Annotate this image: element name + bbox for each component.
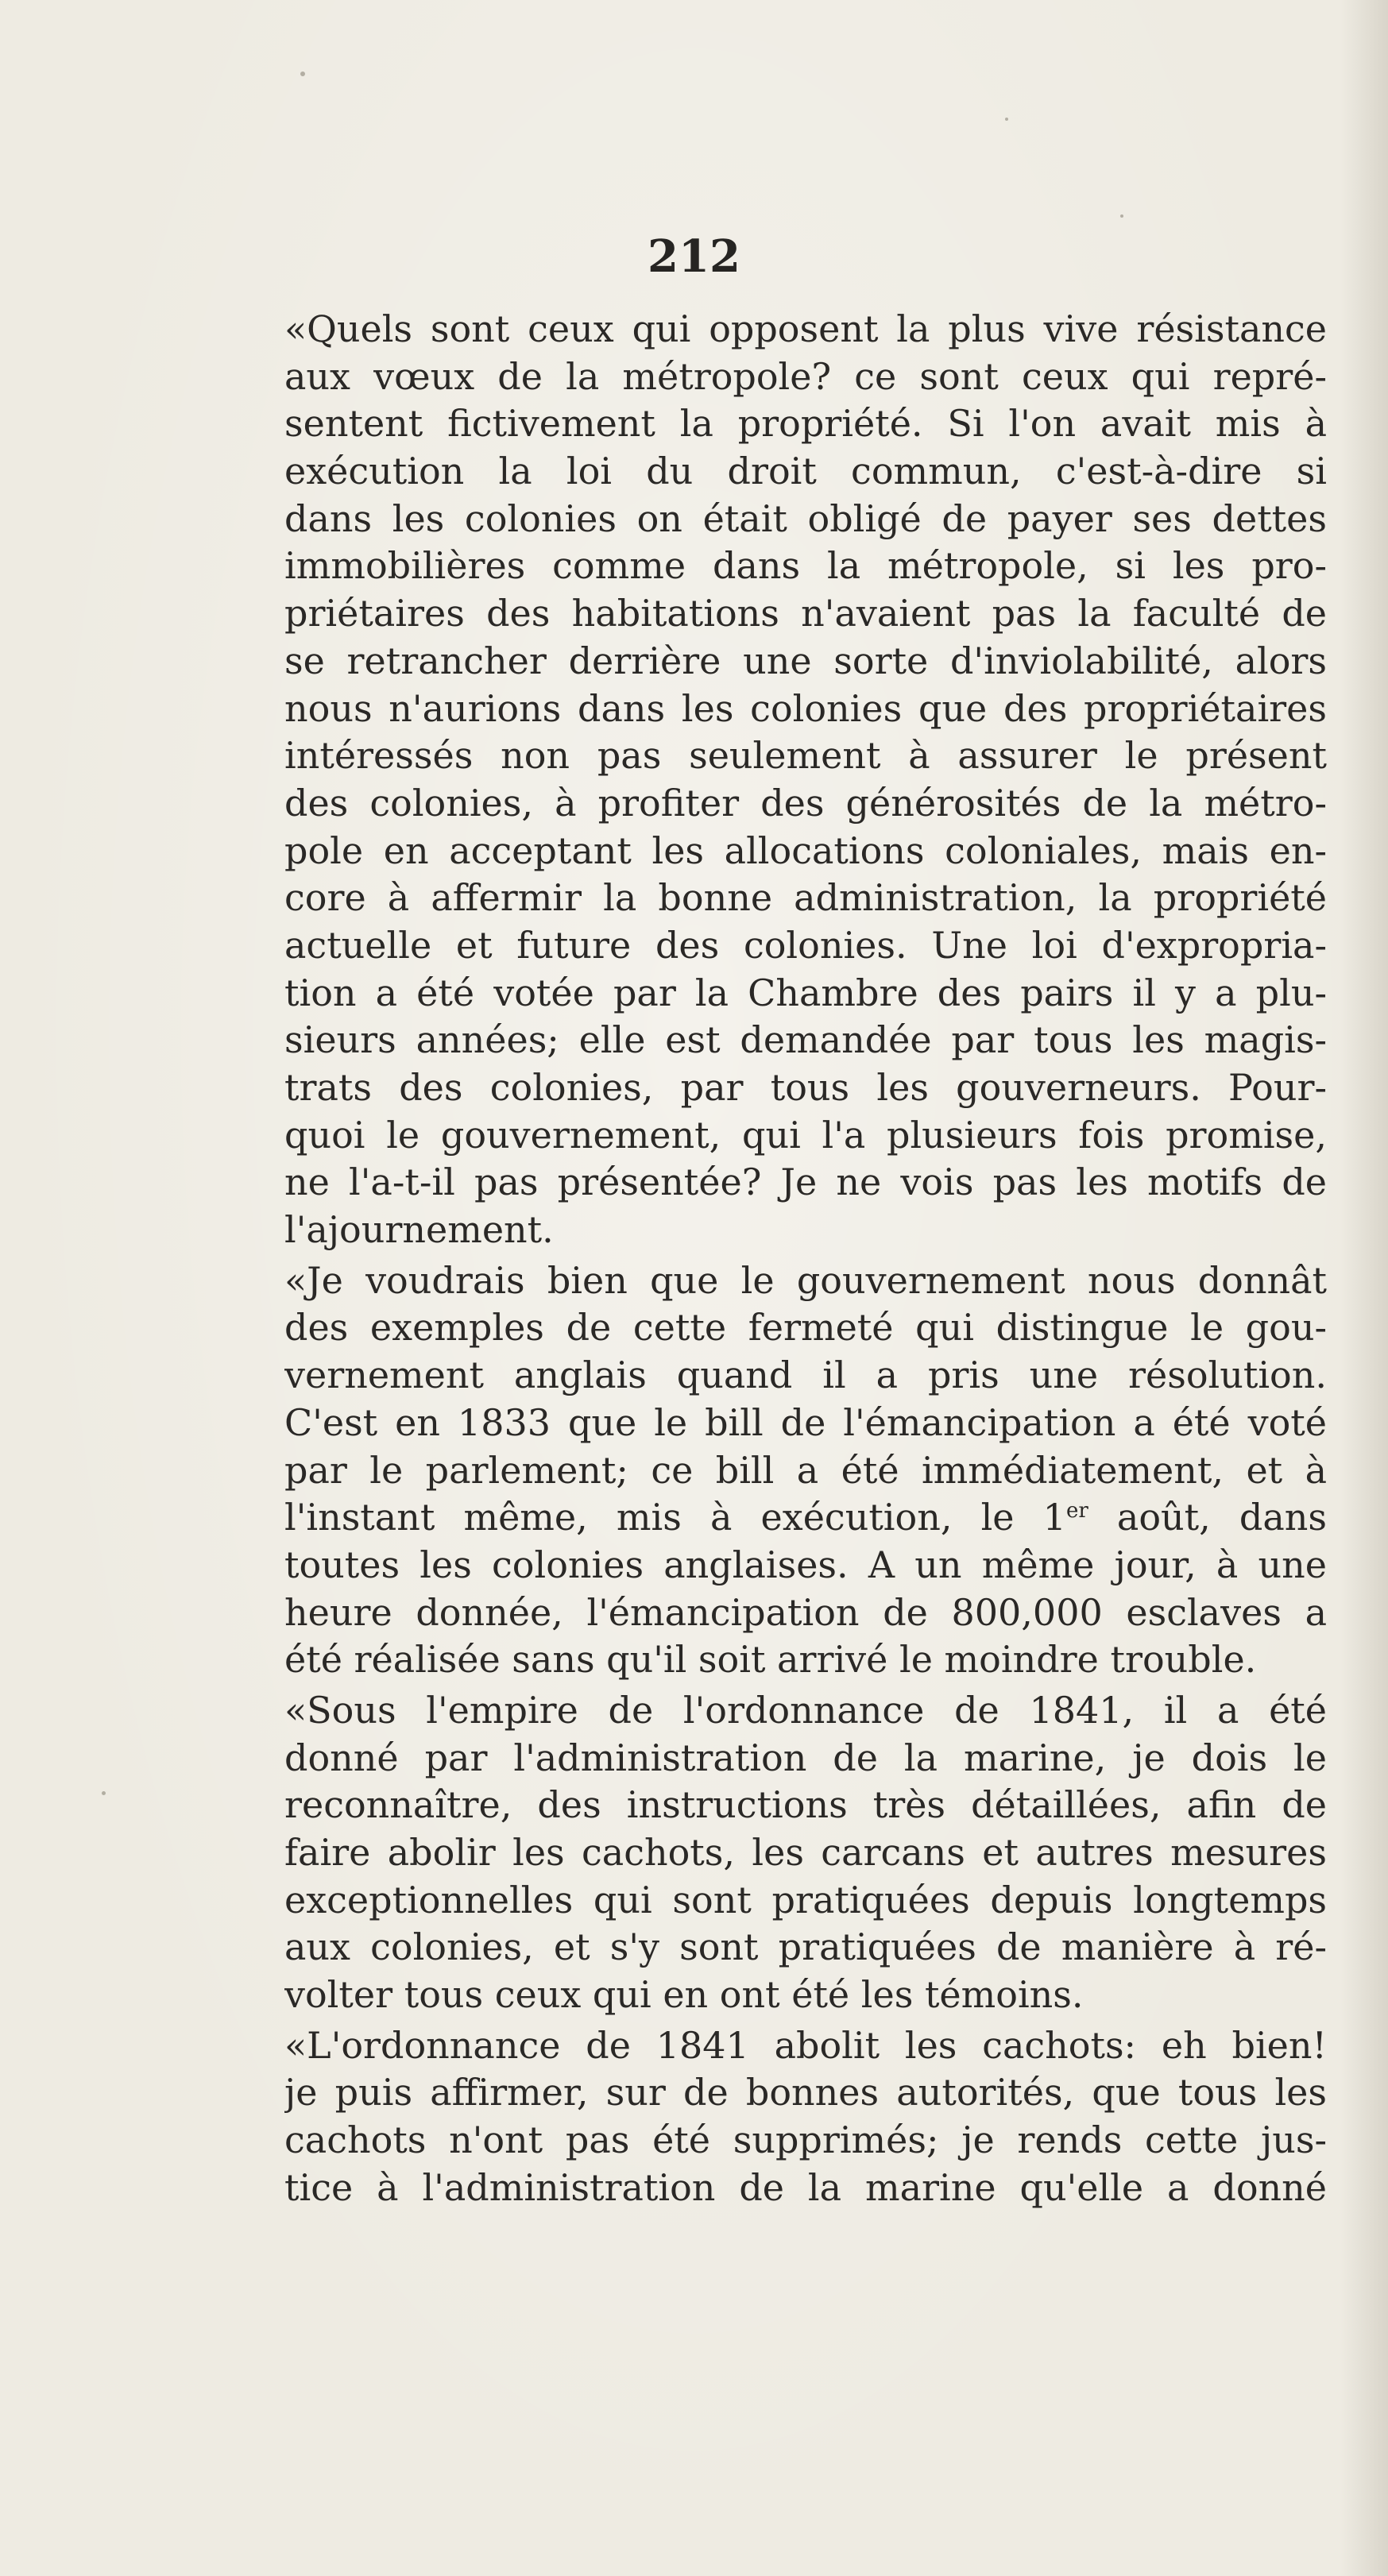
text-line: toutes les colonies anglaises. A un même jour, à une <box>284 1543 1327 1586</box>
text-line: immobilières comme dans la métropole, si les pro- <box>284 544 1327 588</box>
text-line: aux vœux de la métropole? ce sont ceux qui repré- <box>284 354 1327 398</box>
page-number: 212 <box>648 230 740 283</box>
paper-speck <box>300 71 305 76</box>
text-line: nous n'aurions dans les colonies que des propriétaires <box>284 686 1327 730</box>
text-line: exécution la loi du droit commun, c'est-à-dire si <box>284 450 1327 493</box>
text-line: reconnaître, des instructions très détaillées, afin de <box>284 1783 1327 1827</box>
text-line: faire abolir les cachots, les carcans et autres mesures <box>284 1831 1327 1874</box>
text-line: priétaires des habitations n'avaient pas la faculté de <box>284 592 1327 635</box>
text-line: tice à l'administration de la marine qu'elle a donné <box>284 2165 1327 2209</box>
text-line: C'est en 1833 que le bill de l'émancipation a été voté <box>284 1400 1327 1444</box>
text-fragment: l'instant même, mis à exécution, le 1 <box>284 1496 1066 1539</box>
text-line: heure donnée, l'émancipation de 800,000 esclaves a <box>284 1590 1327 1634</box>
text-line: se retrancher derrière une sorte d'inviolabilité, alors <box>284 639 1327 682</box>
text-line: ne l'a-t-il pas présentée? Je ne vois pas les motifs de <box>284 1161 1327 1204</box>
page-gutter-shadow <box>1340 0 1388 2576</box>
text-line: «Quels sont ceux qui opposent la plus vive résistance <box>284 307 1327 350</box>
text-line: sieurs années; elle est demandée par tous les magis- <box>284 1018 1327 1062</box>
text-line: des colonies, à profiter des générosités de la métro- <box>284 781 1327 825</box>
text-line: pole en acceptant les allocations coloniales, mais en- <box>284 828 1327 872</box>
text-line-with-superscript <box>284 1494 1327 1542</box>
text-line: par le parlement; ce bill a été immédiatement, et à <box>284 1448 1327 1492</box>
text-line: exceptionnelles qui sont pratiquées depuis longtemps <box>284 1878 1327 1921</box>
text-line: actuelle et future des colonies. Une loi d'expropria- <box>284 923 1327 967</box>
paper-speck <box>102 1791 106 1795</box>
body-text <box>284 306 1327 2212</box>
text-line: «Je voudrais bien que le gouvernement nous donnât <box>284 1258 1327 1302</box>
text-line: vernement anglais quand il a pris une résolution. <box>284 1354 1327 1397</box>
text-line: tion a été votée par la Chambre des pairs il y a plu- <box>284 971 1327 1014</box>
paragraph-end-line: été réalisée sans qu'il soit arrivé le moindre trouble. <box>284 1638 1257 1682</box>
text-line: trats des colonies, par tous les gouverneurs. Pour- <box>284 1066 1327 1109</box>
text-line: sentent fictivement la propriété. Si l'on avait mis à <box>284 402 1327 446</box>
text-line: donné par l'administration de la marine, je dois le <box>284 1736 1327 1779</box>
paragraph-end-line: volter tous ceux qui en ont été les témoins. <box>284 1973 1084 2017</box>
text-line: «L'ordonnance de 1841 abolit les cachots: eh bien! <box>284 2023 1327 2067</box>
paragraph-end-line: l'ajournement. <box>284 1208 554 1252</box>
text-line: «Sous l'empire de l'ordonnance de 1841, il a été <box>284 1688 1327 1732</box>
text-line: core à affermir la bonne administration, la propriété <box>284 876 1327 920</box>
paper-speck <box>1005 118 1008 121</box>
ordinal-superscript: er <box>1065 1499 1088 1524</box>
text-line: aux colonies, et s'y sont pratiquées de manière à ré- <box>284 1925 1327 1969</box>
text-line: des exemples de cette fermeté qui distingue le gou- <box>284 1306 1327 1350</box>
text-line: intéressés non pas seulement à assurer le présent <box>284 734 1327 778</box>
text-fragment: août, dans <box>1088 1496 1327 1539</box>
text-line: quoi le gouvernement, qui l'a plusieurs fois promise, <box>284 1113 1327 1157</box>
text-line: dans les colonies on était obligé de payer ses dettes <box>284 496 1327 540</box>
text-line: cachots n'ont pas été supprimés; je rends cette jus- <box>284 2118 1327 2162</box>
paper-speck <box>1120 214 1123 218</box>
text-line: je puis affirmer, sur de bonnes autorités, que tous les <box>284 2071 1327 2114</box>
